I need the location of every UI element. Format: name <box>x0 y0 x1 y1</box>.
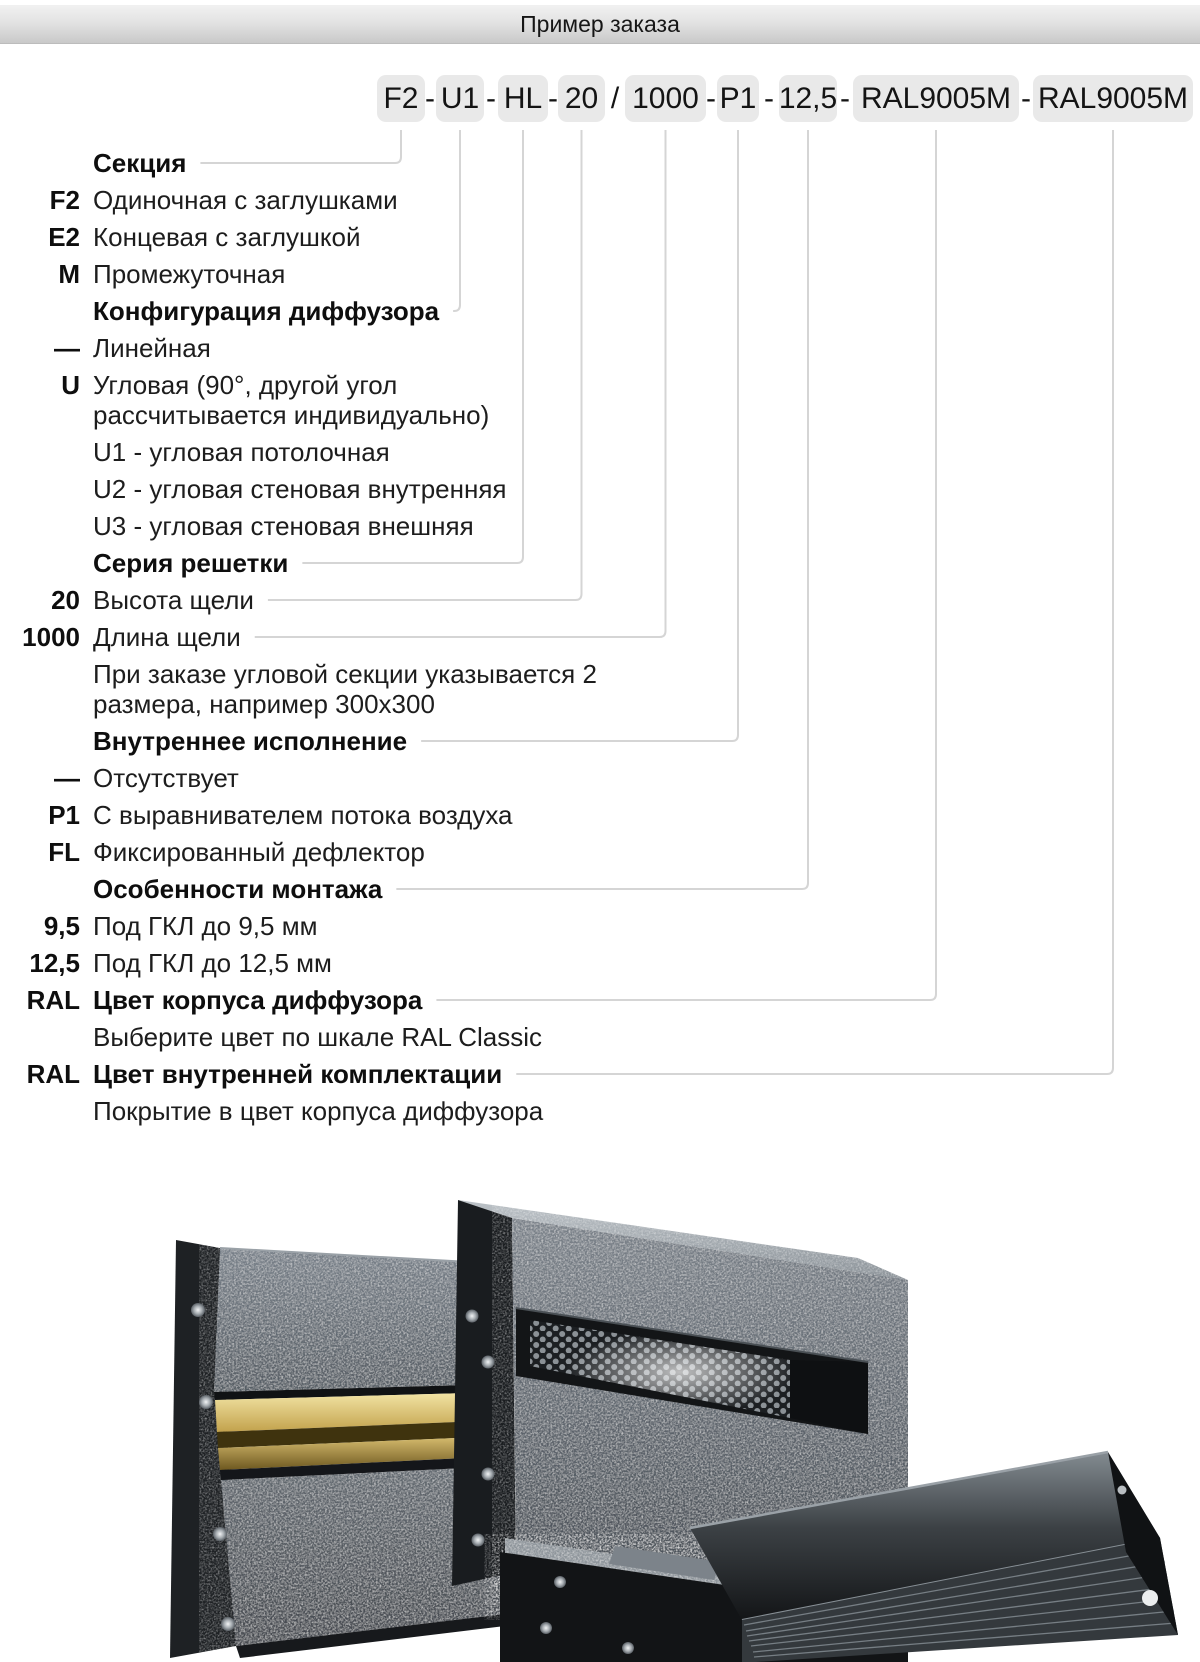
legend-label: Покрытие в цвет корпуса диффузора <box>93 1095 544 1126</box>
connector-line <box>421 130 738 741</box>
legend-code: 12,5 <box>29 947 80 978</box>
legend-row <box>12 544 288 582</box>
code-separator: - <box>425 82 435 115</box>
connector-line <box>200 130 401 163</box>
legend-row <box>12 470 507 508</box>
legend-code: RAL <box>26 984 80 1015</box>
legend-row <box>12 722 407 760</box>
legend-label: U1 - угловая потолочная <box>93 436 390 467</box>
legend-row <box>12 396 489 434</box>
rivet-icon <box>1118 1486 1127 1495</box>
legend-row <box>12 255 285 293</box>
connector-line <box>436 130 936 1000</box>
legend-row <box>12 1018 542 1056</box>
legend-label: Промежуточная <box>93 258 286 289</box>
order-code-segment: RAL9005M <box>853 75 1019 122</box>
legend-label: Цвет корпуса диффузора <box>93 984 423 1015</box>
legend-label: Угловая (90°, другой угол <box>93 369 398 400</box>
legend-code: 20 <box>51 584 80 615</box>
legend-code: RAL <box>26 1058 80 1089</box>
legend-label: Одиночная с заглушками <box>93 184 398 215</box>
legend-code: P1 <box>48 799 80 830</box>
legend-label: размера, например 300х300 <box>93 688 435 719</box>
legend-row <box>12 907 317 945</box>
legend-row <box>12 759 239 797</box>
code-separator: - <box>548 82 558 115</box>
legend-label: Длина щели <box>93 621 241 652</box>
order-code-segment: RAL9005M <box>1033 75 1193 122</box>
legend-label: Фиксированный дефлектор <box>93 836 425 867</box>
legend-label: Серия решетки <box>93 547 289 578</box>
legend-row <box>12 507 474 545</box>
legend-label: Концевая с заглушкой <box>93 221 361 252</box>
legend-label: С выравнивателем потока воздуха <box>93 799 513 830</box>
legend-row <box>12 181 398 219</box>
legend-row <box>12 833 425 871</box>
legend-row <box>12 1055 502 1093</box>
order-code-segment: 20 <box>558 75 605 122</box>
legend-row <box>12 685 435 723</box>
legend-row <box>12 870 382 908</box>
order-code-segment: 12,5 <box>779 75 837 122</box>
legend-code: FL <box>48 836 80 867</box>
code-separator: / <box>610 82 620 115</box>
legend-label: Линейная <box>93 332 211 363</box>
connector-line <box>453 130 460 311</box>
legend-row <box>12 981 422 1019</box>
page-title: Пример заказа <box>520 11 680 37</box>
legend-label: Особенности монтажа <box>93 873 383 904</box>
order-code-segment: 1000 <box>625 75 706 122</box>
code-separator: - <box>486 82 496 115</box>
order-code-segment: P1 <box>717 75 759 122</box>
legend-label: U3 - угловая стеновая внешняя <box>93 510 474 541</box>
product-photo <box>0 1100 1200 1662</box>
legend-row <box>12 796 513 834</box>
legend-row <box>12 944 332 982</box>
legend-code: — <box>54 332 80 363</box>
legend-label: Конфигурация диффузора <box>93 295 440 326</box>
legend-row <box>12 144 186 182</box>
legend-row <box>12 618 241 656</box>
legend-code: F2 <box>49 184 80 215</box>
order-code-segment: F2 <box>377 75 425 122</box>
legend-label: Под ГКЛ до 12,5 мм <box>93 947 332 978</box>
legend-label: При заказе угловой секции указывается 2 <box>93 658 597 689</box>
legend-row <box>12 329 211 367</box>
legend-label: Секция <box>93 147 187 178</box>
legend-label: Цвет внутренней комплектации <box>93 1058 503 1089</box>
rivet-icon <box>1142 1590 1158 1606</box>
legend-code: 9,5 <box>43 910 80 941</box>
legend-label: Под ГКЛ до 9,5 мм <box>93 910 318 941</box>
legend-row <box>12 581 254 619</box>
connector-line <box>516 130 1113 1074</box>
legend-label: Внутреннее исполнение <box>93 725 408 756</box>
legend-code: M <box>58 258 80 289</box>
legend-label: U2 - угловая стеновая внутренняя <box>93 473 507 504</box>
code-separator: - <box>706 82 716 115</box>
legend-label: Отсутствует <box>93 762 239 793</box>
legend-label: Выберите цвет по шкале RAL Classic <box>93 1021 543 1052</box>
legend-code: U <box>61 369 80 400</box>
section-header <box>0 5 1200 44</box>
legend-label: Высота щели <box>93 584 254 615</box>
legend-row <box>12 218 361 256</box>
legend-code: 1000 <box>22 621 80 652</box>
legend-code: E2 <box>48 221 80 252</box>
legend-row <box>12 292 439 330</box>
code-separator: - <box>1021 82 1031 115</box>
legend-code: — <box>54 762 80 793</box>
legend-row <box>12 433 390 471</box>
legend-label: рассчитывается индивидуально) <box>93 399 490 430</box>
code-separator: - <box>764 82 774 115</box>
code-separator: - <box>840 82 850 115</box>
order-code-segment: U1 <box>436 75 484 122</box>
order-code-segment: HL <box>498 75 548 122</box>
